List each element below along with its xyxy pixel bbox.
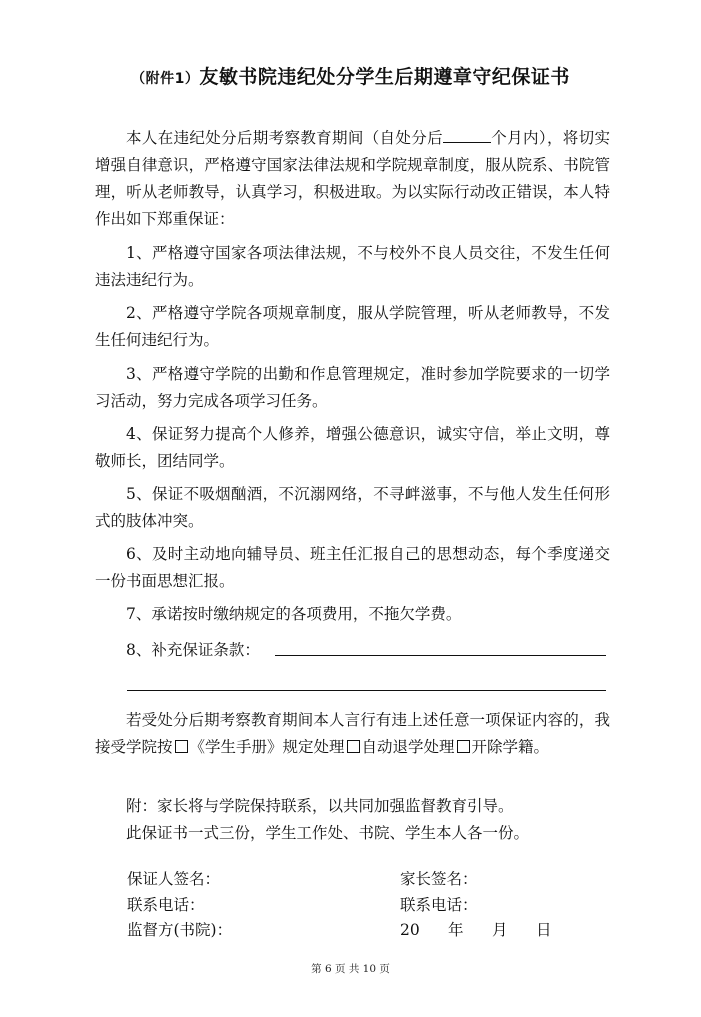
title-main-text: 友敏书院违纪处分学生后期遵章守纪保证书 — [199, 66, 570, 88]
intro-text-part1: 本人在违纪处分后期考察教育期间（自处分后 — [126, 129, 443, 147]
pledge-item-3: 3、严格遵守学院的出勤和作息管理规定，准时参加学院要求的一切学习活动，努力完成各项学习任务。 — [95, 365, 610, 410]
commit-text-part1: 若受处分后期考察教育期间本人言行有违上述任意一项保证内容的，我接受学院按 — [95, 711, 610, 756]
pledge-item-8: 8、补充保证条款： — [126, 641, 260, 659]
pledge-item-2: 2、严格遵守学院各项规章制度，服从学院管理，听从老师教导，不发生任何违纪行为。 — [95, 304, 610, 349]
attachment-label: 附件1 — [145, 71, 185, 87]
commitment-paragraph — [95, 707, 610, 761]
intro-text-part2: 个月内），将切实增强自律意识，严格遵守国家法律法规和学院规章制度，服从院系、书院管理，听从老师教导，认真学习，积极进取。为以实际行动改正错误，本人特作出如下郑重保证： — [95, 129, 610, 228]
checkbox-withdrawal[interactable] — [347, 740, 360, 753]
title-open-paren: （ — [131, 71, 146, 87]
date-year-label: 年 — [448, 921, 464, 939]
title-close-paren: ） — [184, 71, 200, 87]
parent-signature-label: 家长签名： — [400, 870, 478, 888]
date-day-label: 日 — [536, 921, 552, 939]
page-footer: 第 6 页 共 10 页 — [311, 963, 390, 975]
checkbox-expulsion[interactable] — [457, 740, 470, 753]
guarantor-signature-label: 保证人签名： — [127, 870, 221, 888]
pledge-item-1: 1、严格遵守国家各项法律法规，不与校外不良人员交往，不发生任何违法违纪行为。 — [95, 244, 610, 289]
intro-paragraph — [95, 125, 610, 233]
date-line — [400, 918, 552, 940]
commit-option-handbook: 《学生手册》规定处理 — [189, 738, 345, 756]
document-title — [0, 62, 701, 89]
pledge-item-4: 4、保证努力提高个人修养，增强公德意识，诚实守信，举止文明，尊敬师长，团结同学。 — [95, 425, 610, 470]
date-month-label: 月 — [492, 921, 508, 939]
note-paragraph: 附：家长将与学院保持联系，以共同加强监督教育引导。 — [126, 797, 514, 815]
date-year-prefix: 20 — [400, 921, 420, 939]
pledge-item-6: 6、及时主动地向辅导员、班主任汇报自己的思想动态，每个季度递交一份书面思想汇报。 — [95, 545, 610, 590]
pledge-item-5: 5、保证不吸烟酗酒，不沉溺网络，不寻衅滋事，不与他人发生任何形式的肢体冲突。 — [95, 485, 610, 530]
copies-paragraph: 此保证书一式三份，学生工作处、书院、学生本人各一份。 — [126, 824, 530, 842]
pledge-item-7: 7、承诺按时缴纳规定的各项费用，不拖欠学费。 — [126, 605, 462, 623]
parent-contact-label: 联系电话： — [400, 896, 478, 914]
supervisor-label: 监督方(书院)： — [127, 921, 233, 939]
checkbox-handbook[interactable] — [175, 740, 188, 753]
supplementary-clause-line-2[interactable] — [127, 690, 606, 691]
guarantor-contact-label: 联系电话： — [127, 896, 205, 914]
commit-option-expulsion: 开除学籍。 — [471, 738, 550, 756]
supplementary-clause-line[interactable] — [275, 655, 606, 656]
commit-option-withdrawal: 自动退学处理 — [361, 738, 455, 756]
months-blank[interactable] — [443, 128, 491, 143]
